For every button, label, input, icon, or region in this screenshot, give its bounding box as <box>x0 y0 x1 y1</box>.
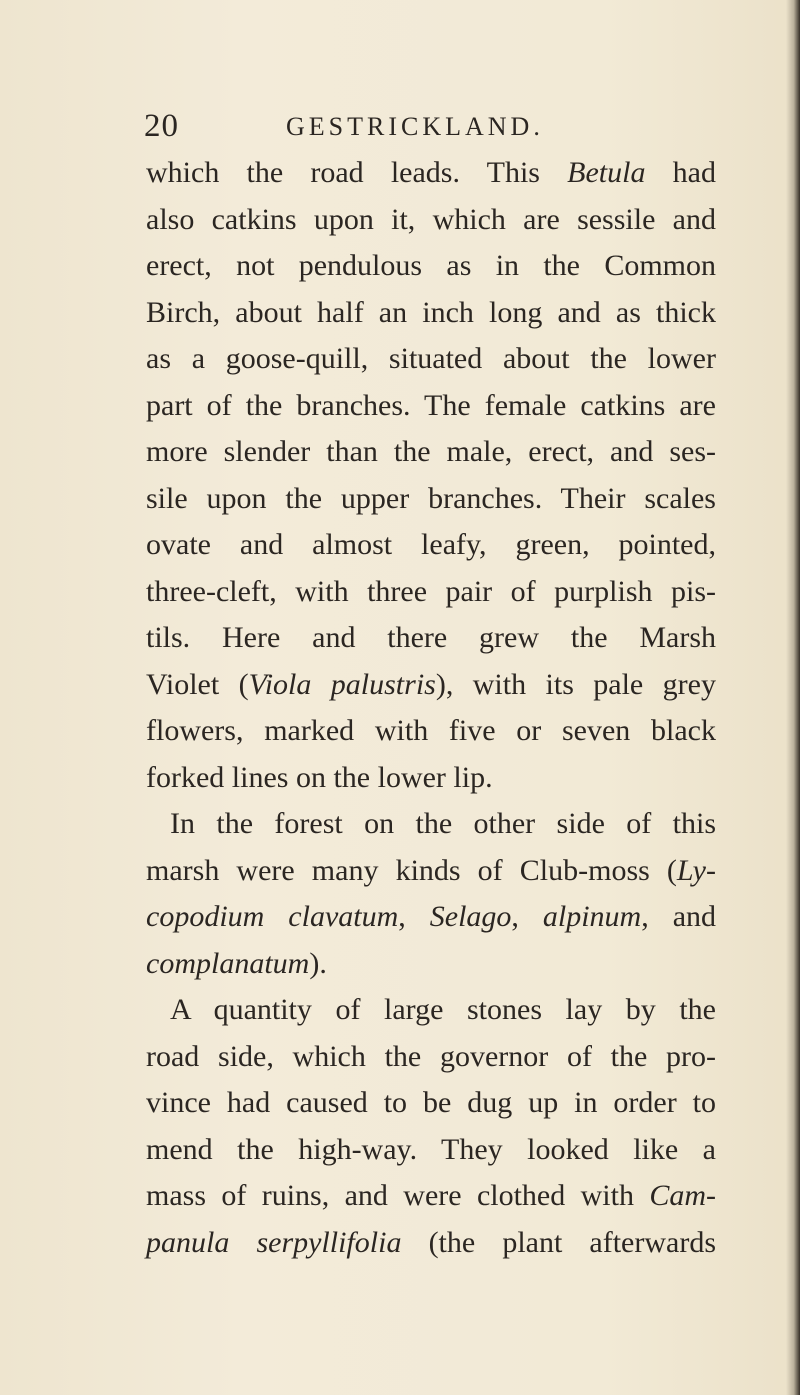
text-segment: also catkins upon it, which are sessile and <box>146 202 716 236</box>
italic-term: copodium clavatum <box>146 900 399 933</box>
text-line <box>146 569 716 616</box>
text-segment: three-cleft, with three pair of purplish pis- <box>146 574 716 608</box>
text-line <box>146 476 716 523</box>
text-line <box>146 941 716 988</box>
text-segment: (the plant afterwards <box>401 1225 717 1259</box>
italic-term: Cam- <box>649 1179 716 1212</box>
text-line <box>146 150 716 197</box>
text-line <box>146 1080 716 1127</box>
text-line <box>146 1034 716 1081</box>
text-segment: Birch, about half an inch long and as thick <box>146 295 716 329</box>
text-line <box>146 429 716 476</box>
text-segment: , and <box>641 900 717 933</box>
body-text <box>146 150 716 1266</box>
text-line <box>146 662 716 709</box>
text-line <box>146 801 716 848</box>
text-segment: Violet ( <box>146 667 249 701</box>
text-line <box>146 755 716 802</box>
page-number: 20 <box>144 108 179 144</box>
text-segment: forked lines on the lower lip. <box>146 760 493 794</box>
text-line <box>146 1220 716 1267</box>
text-line <box>146 522 716 569</box>
italic-term: Betula <box>567 156 646 189</box>
italic-term: complanatum <box>146 946 310 980</box>
text-segment: ). <box>309 946 327 980</box>
italic-term: panula serpyllifolia <box>146 1225 402 1259</box>
text-segment: mass of ruins, and were clothed with <box>146 1179 650 1212</box>
text-line <box>146 290 716 337</box>
text-segment: road side, which the governor of the pro- <box>146 1039 716 1073</box>
text-segment: ovate and almost leafy, green, pointed, <box>146 528 716 561</box>
text-segment: as a goose-quill, situated about the lower <box>146 342 716 375</box>
text-line <box>146 848 716 895</box>
text-segment: tils. Here and there grew the Marsh <box>146 621 716 654</box>
text-line <box>146 987 716 1034</box>
italic-term: Selago <box>429 900 512 933</box>
text-line <box>146 708 716 755</box>
text-segment: more slender than the male, erect, and ses- <box>146 435 716 468</box>
text-line <box>146 243 716 290</box>
text-line <box>146 894 716 941</box>
text-segment: , <box>511 900 543 933</box>
text-segment: , <box>398 900 430 933</box>
text-segment: sile upon the upper branches. Their scales <box>146 481 716 515</box>
text-line <box>146 615 716 662</box>
page-edge-shadow <box>786 0 800 1395</box>
text-segment: In the forest on the other side of this <box>170 807 716 840</box>
italic-term: Viola palustris <box>248 667 436 701</box>
text-line <box>146 1127 716 1174</box>
text-segment: mend the high-way. They looked like a <box>146 1132 716 1166</box>
text-segment: marsh were many kinds of Club-moss ( <box>146 853 677 887</box>
text-segment: A quantity of large stones lay by the <box>170 993 716 1026</box>
italic-term: alpinum <box>542 900 642 933</box>
text-segment: had <box>645 156 716 189</box>
text-segment: flowers, marked with five or seven black <box>146 714 716 747</box>
text-line <box>146 1173 716 1220</box>
running-head: GESTRICKLAND. <box>286 112 544 141</box>
text-segment: part of the branches. The female catkins are <box>146 388 716 422</box>
italic-term: Ly- <box>676 853 716 887</box>
text-segment: ), with its pale grey <box>435 667 716 701</box>
text-segment: erect, not pendulous as in the Common <box>146 249 716 282</box>
text-line <box>146 336 716 383</box>
text-segment: which the road leads. This <box>146 156 568 189</box>
text-line <box>146 197 716 244</box>
text-segment: vince had caused to be dug up in order to <box>146 1086 716 1119</box>
text-line <box>146 383 716 430</box>
